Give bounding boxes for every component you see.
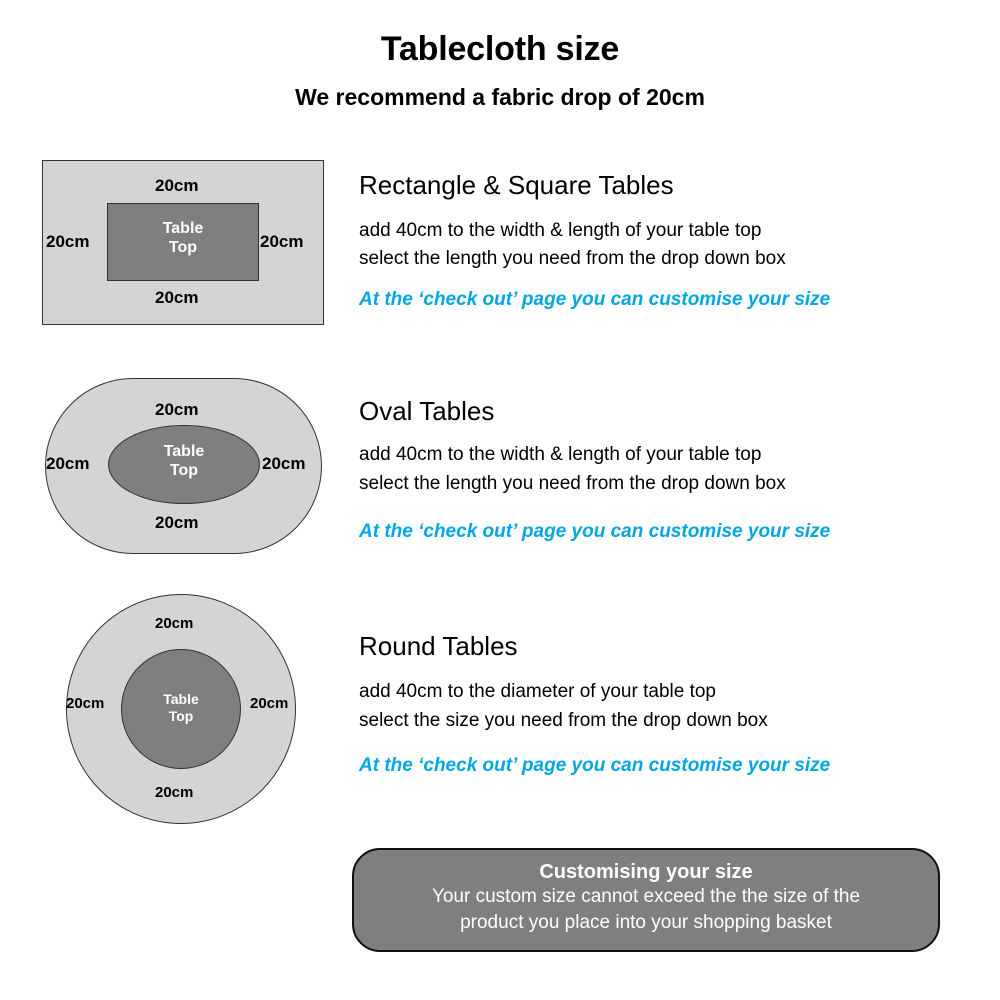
section-title-round: Round Tables [359,631,518,661]
customising-your-size-box [352,848,940,952]
round-drop-top: 20cm [155,615,194,632]
section-oval-line-1: add 40cm to the width & length of your table top [359,444,762,465]
page-title: Tablecloth size [380,30,620,68]
table-top-line-1: Table [163,691,199,707]
rectangle-drop-bottom: 20cm [155,288,199,307]
footer-title: Customising your size [539,861,753,883]
page-subtitle: We recommend a fabric drop of 20cm [295,84,705,110]
section-round-line-1: add 40cm to the diameter of your table top [359,681,716,702]
table-top-line-2: Top [169,462,199,479]
oval-drop-left: 20cm [46,454,90,473]
section-rectangle-note: At the ‘check out’ page you can customise your size [359,289,831,310]
oval-drop-bottom: 20cm [155,513,199,532]
section-round-line-2: select the size you need from the drop down box [359,710,768,731]
table-top-line-2: Top [168,239,198,256]
footer-line-2: product you place into your shopping basket [460,912,832,933]
section-oval-line-2: select the length you need from the drop down box [359,473,786,494]
oval-table-top-label [108,442,260,480]
round-drop-right: 20cm [250,695,289,712]
rectangle-drop-left: 20cm [46,232,90,251]
round-drop-left: 20cm [66,695,105,712]
footer-line-1: Your custom size cannot exceed the the size of the [431,886,861,907]
table-top-line-1: Table [162,220,204,237]
rectangle-table-top-label [107,219,259,257]
oval-drop-top: 20cm [155,400,199,419]
rectangle-drop-right: 20cm [260,232,304,251]
oval-drop-right: 20cm [262,454,306,473]
section-title-rectangle: Rectangle & Square Tables [359,170,674,200]
table-top-line-1: Table [163,443,205,460]
table-top-line-2: Top [168,708,194,724]
rectangle-drop-top: 20cm [155,176,199,195]
section-rectangle-line-1: add 40cm to the width & length of your table top [359,220,762,241]
section-round-note: At the ‘check out’ page you can customise your size [359,755,831,776]
section-title-oval: Oval Tables [359,396,495,426]
section-oval-note: At the ‘check out’ page you can customise your size [359,521,831,542]
round-table-top-label [121,691,241,725]
section-rectangle-line-2: select the length you need from the drop down box [359,248,786,269]
round-drop-bottom: 20cm [155,784,194,801]
